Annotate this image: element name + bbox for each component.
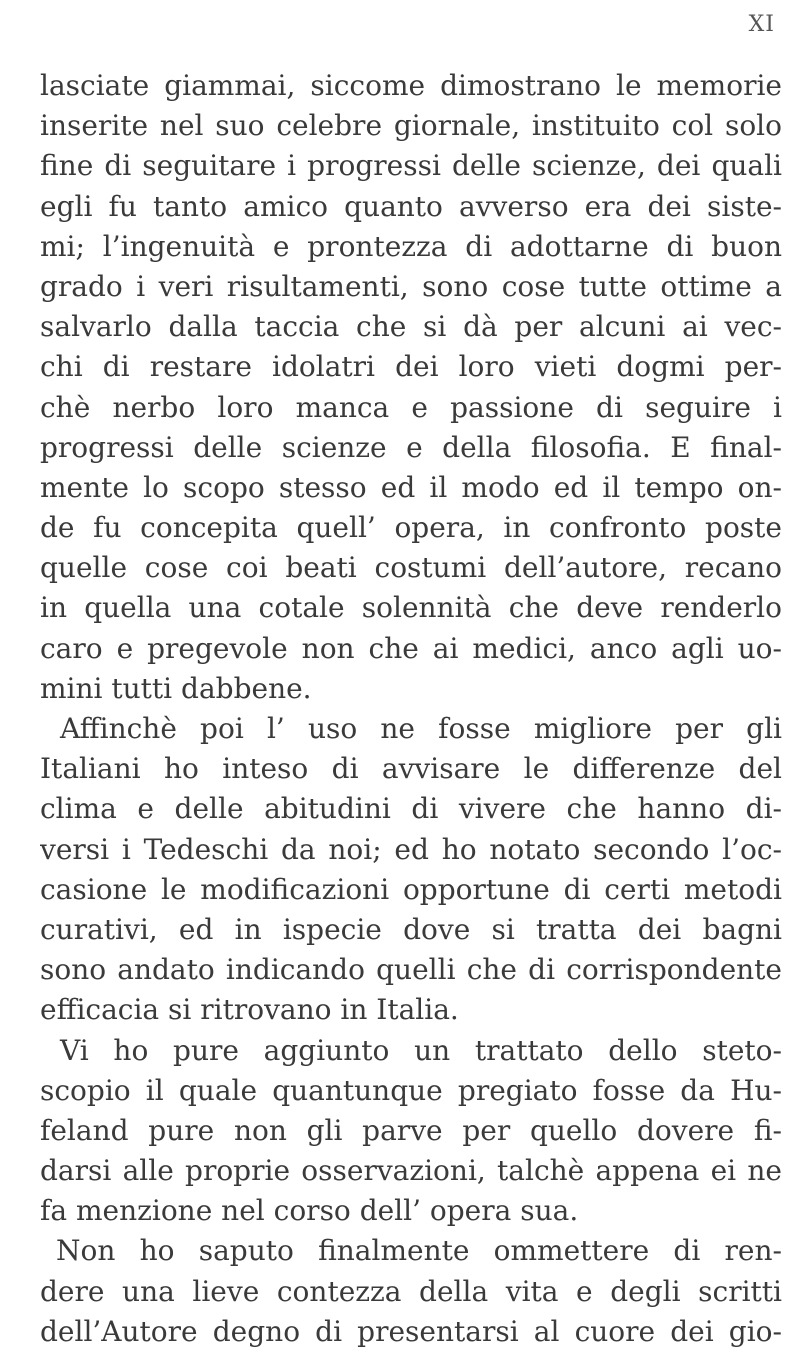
text-line: dere una lieve contezza della vita e degli scritti — [40, 1274, 782, 1308]
text-line: feland pure non gli parve per quello dovere fi- — [40, 1113, 782, 1147]
paragraph-start-line: Vi ho pure aggiunto un trattato dello steto- — [60, 1033, 782, 1067]
text-line: casione le modificazioni opportune di certi metodi — [40, 872, 782, 906]
text-line: sono andato indicando quelli che di corrispondente — [40, 953, 782, 987]
text-line: mente lo scopo stesso ed il modo ed il tempo on- — [40, 470, 782, 504]
text-line: chi di restare idolatri dei loro vieti dogmi per- — [40, 350, 782, 384]
text-line: scopio il quale quantunque pregiato fosse da Hu- — [40, 1073, 782, 1107]
text-line: mi; l’ingenuità e prontezza di adottarne di buon — [40, 229, 782, 263]
paragraph-start-line: Affinchè poi l’ uso ne fosse migliore per gli — [60, 712, 782, 745]
paragraph-end-line: mini tutti dabbene. — [40, 671, 312, 705]
text-line: de fu concepita quell’ opera, in confronto poste — [40, 511, 782, 545]
text-line: caro e pregevole non che ai medici, anco agli uo- — [40, 631, 782, 665]
body-text — [40, 66, 782, 1352]
text-line: chè nerbo loro manca e passione di seguire i — [40, 390, 782, 424]
text-line: inserite nel suo celebre giornale, instituito col solo — [40, 109, 782, 143]
text-line: grado i veri risultamenti, sono cose tutte ottime a — [40, 269, 782, 303]
text-line: versi i Tedeschi da noi; ed ho notato secondo l’oc- — [40, 832, 782, 866]
text-line: lasciate giammai, siccome dimostrano le memorie — [40, 69, 782, 102]
paragraph-start-line: Non ho saputo finalmente ommettere di ren- — [56, 1234, 782, 1268]
text-line: fine di seguitare i progressi delle scienze, dei quali — [40, 149, 782, 183]
text-line: dell’Autore degno di presentarsi al cuore dei gio- — [40, 1314, 782, 1348]
text-line: in quella una cotale solennità che deve renderlo — [40, 591, 782, 625]
text-line: quelle cose coi beati costumi dell’autore, recano — [40, 551, 782, 585]
page-number: XI — [748, 12, 775, 37]
paragraph-end-line: fa menzione nel corso dell’ opera sua. — [40, 1194, 579, 1228]
text-line: darsi alle proprie osservazioni, talchè appena ei ne — [40, 1154, 782, 1188]
text-line: egli fu tanto amico quanto avverso era dei siste- — [40, 189, 782, 223]
text-line: curativi, ed in ispecie dove si tratta dei bagni — [40, 912, 782, 946]
paragraph-end-line: efficacia si ritrovano in Italia. — [40, 993, 459, 1027]
text-line: salvarlo dalla taccia che si dà per alcuni ai vec- — [40, 310, 782, 344]
text-line: clima e delle abitudini di vivere che hanno di- — [40, 792, 782, 826]
text-line: progressi delle scienze e della filosofia. E final- — [40, 430, 782, 464]
text-line: Italiani ho inteso di avvisare le differenze del — [40, 752, 782, 786]
